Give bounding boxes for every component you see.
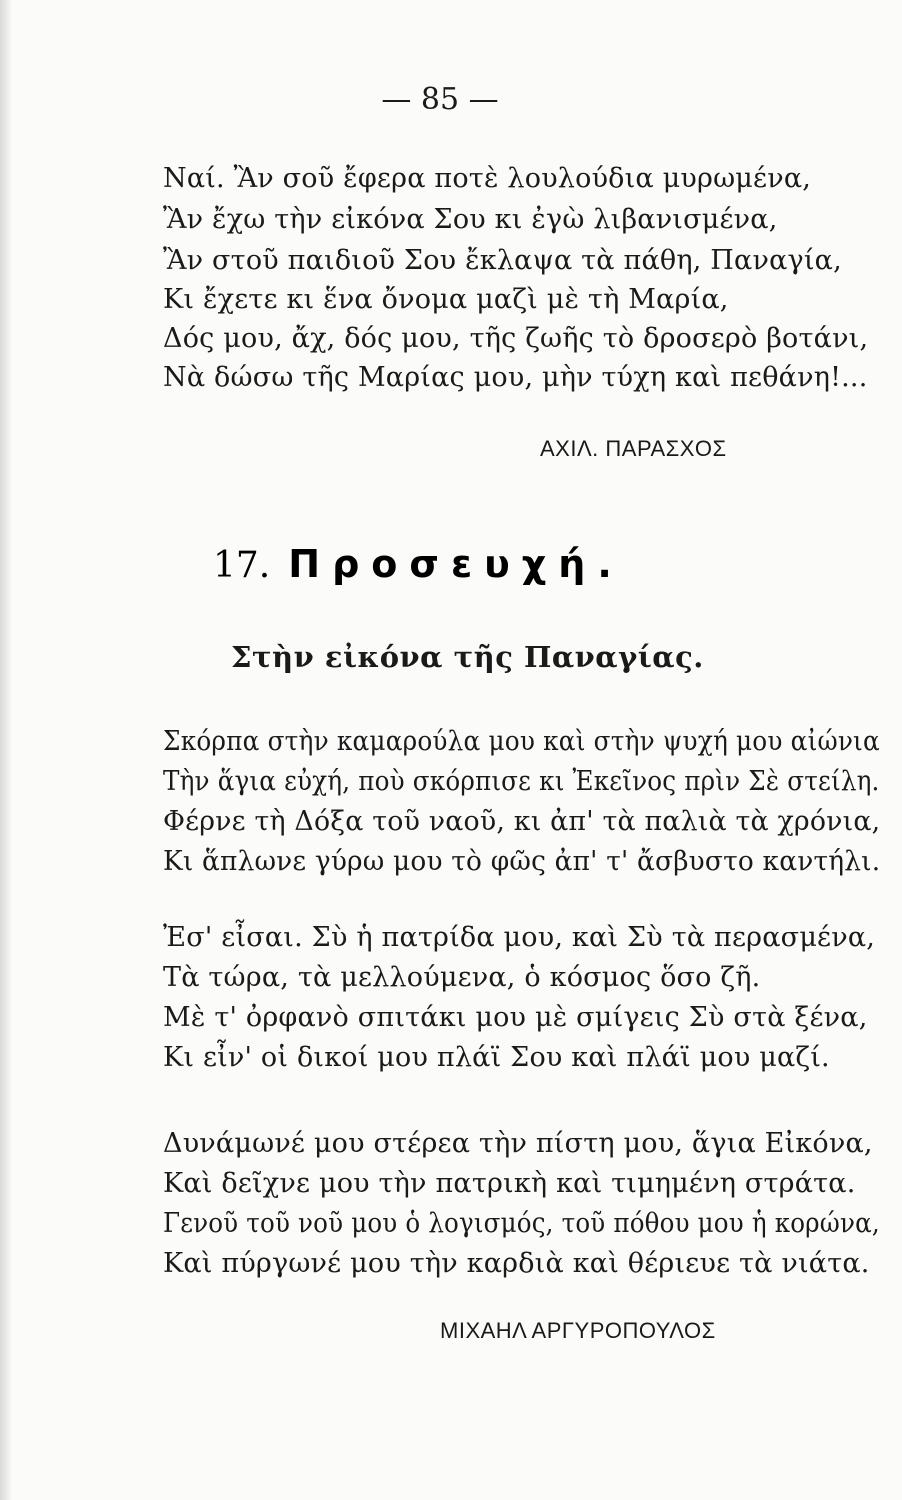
page-number: — 85 — bbox=[381, 82, 499, 117]
stanza2-line-3: Μὲ τ' ὀρφανὸ σπιτάκι μου μὲ σμίγεις Σὺ στὰ ξένα, bbox=[163, 1002, 868, 1033]
page-binding-edge bbox=[0, 0, 12, 1500]
poem1-line-1: Ναί. Ἂν σοῦ ἔφερα ποτὲ λουλούδια μυρωμένα, bbox=[163, 163, 812, 194]
stanza3-line-3: Γενοῦ τοῦ νοῦ μου ὁ λογισμός, τοῦ πόθου μου ἡ κορώνα, bbox=[163, 1208, 880, 1239]
stanza2-line-2: Τὰ τώρα, τὰ μελλούμενα, ὁ κόσμος ὅσο ζῆ. bbox=[163, 962, 761, 993]
poem2-subtitle: Στὴν εἰκόνα τῆς Παναγίας. bbox=[231, 640, 704, 674]
stanza3-line-2: Καὶ δεῖχνε μου τὴν πατρικὴ καὶ τιμημένη στράτα. bbox=[163, 1168, 856, 1199]
poem2-heading bbox=[213, 542, 624, 586]
stanza3-line-1: Δυνάμωνέ μου στέρεα τὴν πίστη μου, ἅγια Εἰκόνα, bbox=[163, 1128, 873, 1159]
poem1-author: ΑΧΙΛ. ΠΑΡΑΣΧΟΣ bbox=[540, 436, 727, 461]
stanza2-line-1: Ἐσ' εἶσαι. Σὺ ἡ πατρίδα μου, καὶ Σὺ τὰ περασμένα, bbox=[163, 922, 876, 953]
poem2-title: Προσευχή. bbox=[288, 542, 624, 586]
poem2-number: 17. bbox=[213, 545, 271, 586]
stanza1-line-1: Σκόρπα στὴν καμαρούλα μου καὶ στὴν ψυχή μου αἰώνια bbox=[163, 726, 880, 757]
stanza2-line-4: Κι εἶν' οἱ δικοί μου πλάϊ Σου καὶ πλάϊ μου μαζί. bbox=[163, 1042, 830, 1073]
stanza1-line-3: Φέρνε τὴ Δόξα τοῦ ναοῦ, κι ἀπ' τὰ παλιὰ τὰ χρόνια, bbox=[163, 806, 881, 837]
poem1-line-2: Ἂν ἔχω τὴν εἰκόνα Σου κι ἐγὼ λιβανισμένα, bbox=[163, 204, 778, 235]
poem1-line-3: Ἂν στοῦ παιδιοῦ Σου ἔκλαψα τὰ πάθη, Παναγία, bbox=[163, 245, 842, 276]
stanza1-line-2: Τὴν ἅγια εὐχή, ποὺ σκόρπισε κι Ἐκεῖνος πρὶν Σὲ στείλη. bbox=[163, 766, 880, 797]
stanza3-line-4: Καὶ πύργωνέ μου τὴν καρδιὰ καὶ θέριευε τὰ νιάτα. bbox=[163, 1248, 870, 1279]
poem1-line-5: Δός μου, ἄχ, δός μου, τῆς ζωῆς τὸ δροσερὸ βοτάνι, bbox=[163, 323, 869, 354]
poem1-line-6: Νὰ δώσω τῆς Μαρίας μου, μὴν τύχη καὶ πεθάνη!... bbox=[163, 362, 868, 393]
poem2-author: ΜΙΧΑΗΛ ΑΡΓΥΡΟΠΟΥΛΟΣ bbox=[440, 1318, 716, 1343]
poem1-line-4: Κι ἔχετε κι ἕνα ὄνομα μαζὶ μὲ τὴ Μαρία, bbox=[163, 284, 729, 315]
stanza1-line-4: Κι ἅπλωνε γύρω μου τὸ φῶς ἀπ' τ' ἄσβυστο καντήλι. bbox=[163, 846, 881, 877]
